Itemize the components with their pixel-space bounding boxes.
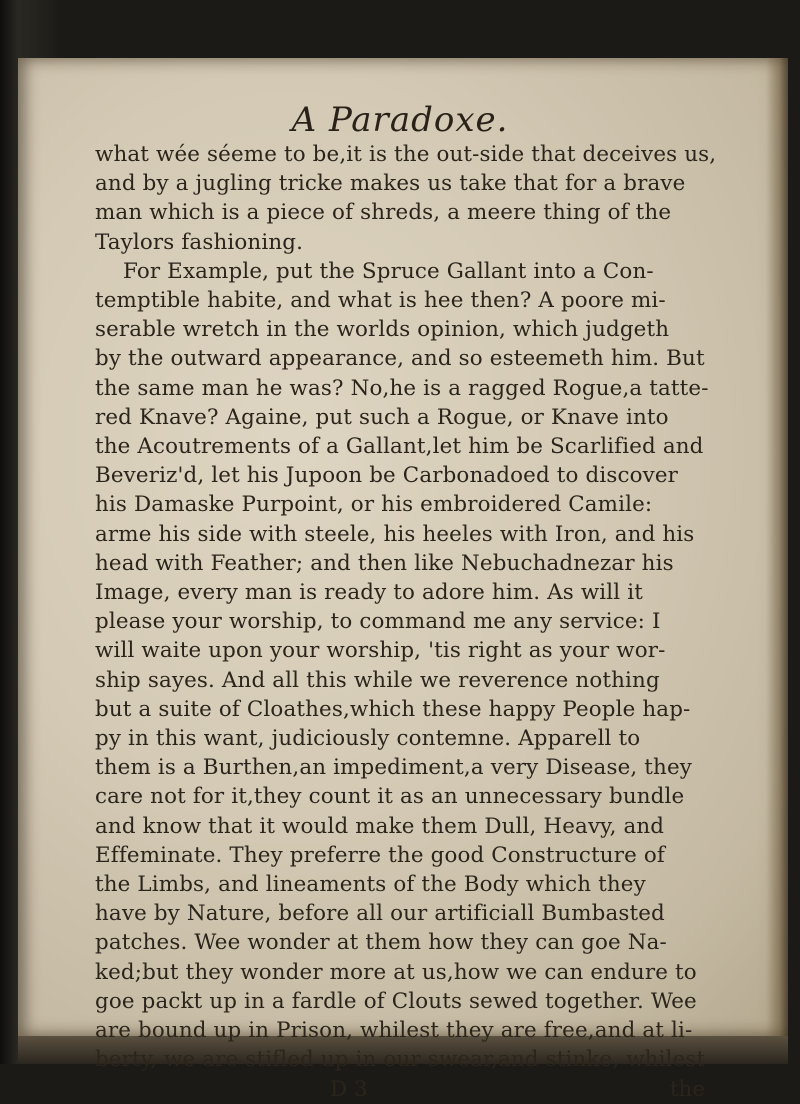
text-line: head with Feather; and then like Nebuchadnezar his	[95, 550, 674, 576]
text-line: and know that it would make them Dull, Heavy, and	[95, 813, 665, 839]
text-line: goe packt up in a fardle of Clouts sewed together. Wee	[95, 988, 697, 1014]
page-text	[95, 100, 717, 1104]
text-line: Effeminate. They preferre the good Constructure of	[95, 842, 665, 868]
text-line: berty, we are stifled up in our swear,and stinke, whilest	[95, 1047, 706, 1073]
text-line: care not for it,they count it as an unnecessary bundle	[95, 784, 685, 810]
text-line: will waite upon your worship, 'tis right as your wor-	[95, 638, 666, 664]
page-footer	[95, 1075, 705, 1104]
text-line: temptible habite, and what is hee then? A poore mi-	[95, 288, 666, 314]
text-line: please your worship, to command me any service: I	[95, 609, 661, 635]
text-line: the Limbs, and lineaments of the Body which they	[95, 872, 646, 898]
text-line: and by a jugling tricke makes us take that for a brave	[95, 171, 686, 197]
text-line: man which is a piece of shreds, a meere thing of the	[95, 200, 672, 226]
catchword: the	[669, 1076, 705, 1102]
text-line: patches. Wee wonder at them how they can goe Na-	[95, 930, 667, 956]
text-line: are bound up in Prison, whilest they are free,and at li-	[95, 1018, 693, 1044]
text-line: Beveriz'd, let his Jupoon be Carbonadoed to discover	[95, 463, 679, 489]
text-line: his Damaske Purpoint, or his embroidered Camile:	[95, 492, 653, 518]
text-line: serable wretch in the worlds opinion, which judgeth	[95, 317, 670, 343]
signature-mark: D 3	[330, 1076, 368, 1102]
text-line: have by Nature, before all our artificiall Bumbasted	[95, 901, 665, 927]
text-line: the Acoutrements of a Gallant,let him be Scarlified and	[95, 434, 704, 460]
text-line: For Example, put the Spruce Gallant into a Con-	[123, 258, 654, 284]
text-line: red Knave? Againe, put such a Rogue, or Knave into	[95, 404, 669, 430]
text-line: py in this want, judiciously contemne. Apparell to	[95, 726, 641, 752]
text-line: what wée séeme to be,it is the out-side that deceives us,	[95, 142, 717, 167]
text-line: Image, every man is ready to adore him. As will it	[95, 580, 643, 606]
text-line: Taylors fashioning.	[95, 229, 304, 255]
text-line: ked;but they wonder more at us,how we can endure to	[95, 959, 697, 985]
running-head: A Paradoxe.	[291, 100, 509, 140]
text-line: by the outward appearance, and so esteemeth him. But	[95, 346, 705, 372]
text-line: ship sayes. And all this while we reverence nothing	[95, 667, 660, 693]
text-line: them is a Burthen,an impediment,a very Disease, they	[95, 755, 693, 781]
text-line: the same man he was? No,he is a ragged Rogue,a tatte-	[95, 375, 709, 401]
text-line: but a suite of Cloathes,which these happy People hap-	[95, 696, 691, 722]
text-line: arme his side with steele, his heeles with Iron, and his	[95, 521, 695, 547]
